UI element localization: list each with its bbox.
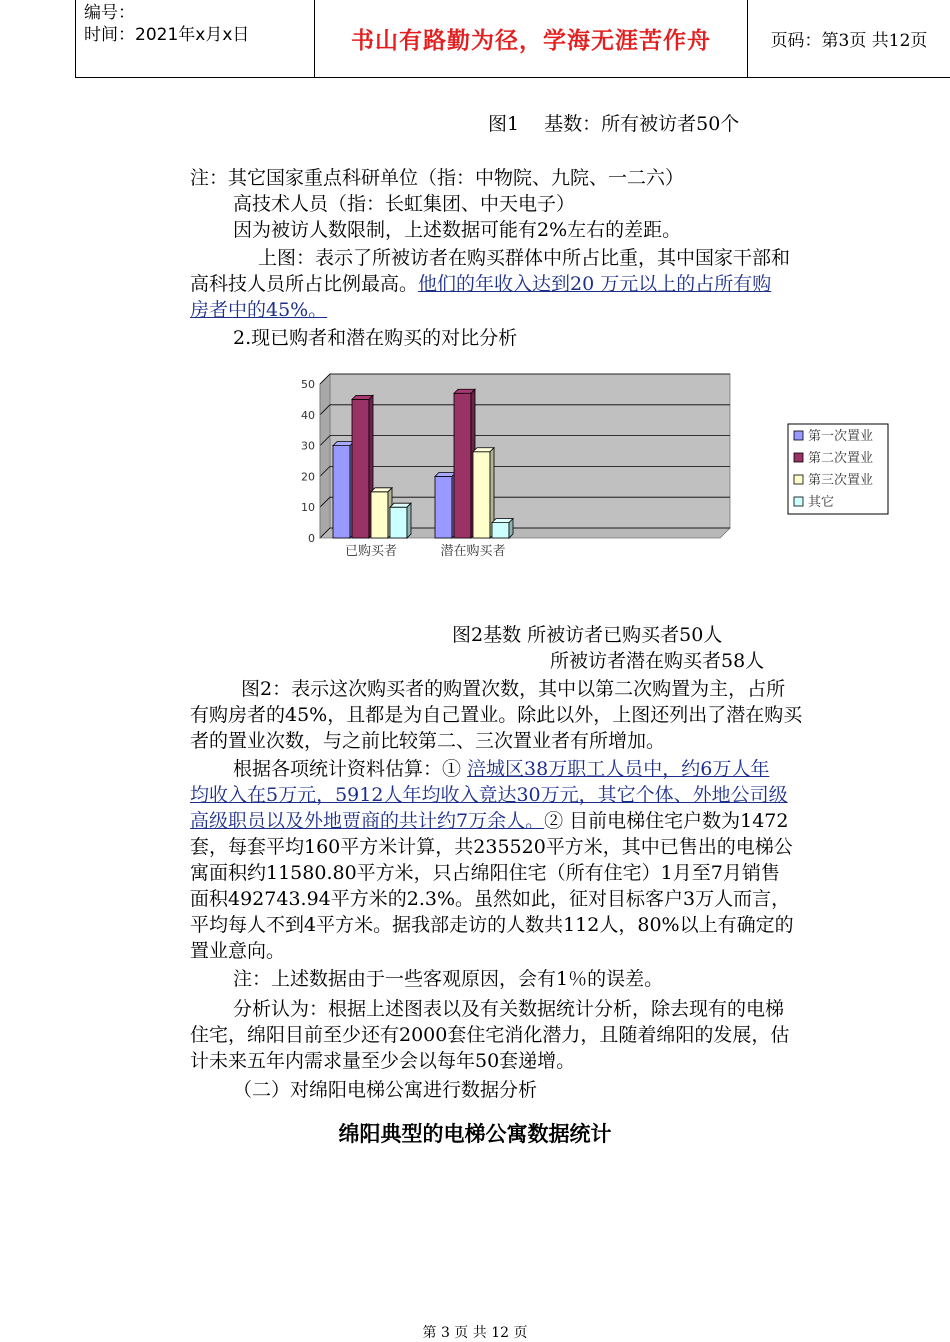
x-category-label: 潜在购买者 <box>440 544 506 559</box>
paragraph-line: 置业意向。 <box>190 940 286 962</box>
legend-label: 第一次置业 <box>808 429 874 444</box>
paragraph-line <box>233 756 769 782</box>
paragraph-text: 高科技人员所占比例最高。 <box>190 273 419 295</box>
income-link[interactable]: 他们的年收入达到20 万元以上的占所有购 <box>418 273 772 295</box>
section-heading: 2.现已购者和潜在购买的对比分析 <box>233 327 518 349</box>
legend-label: 其它 <box>808 495 835 510</box>
paragraph-line: 分析认为：根据上述图表以及有关数据统计分析，除去现有的电梯 <box>233 998 785 1020</box>
header-motto: 书山有路勤为径，学海无涯苦作舟 <box>315 0 748 78</box>
table-title: 绵阳典型的电梯公寓数据统计 <box>338 1122 612 1146</box>
legend-swatch <box>794 453 803 462</box>
note-line: 因为被访人数限制，上述数据可能有2%左右的差距。 <box>233 219 682 241</box>
figure2-caption-line: 所被访者潜在购买者58人 <box>550 650 765 672</box>
page-header <box>75 0 950 78</box>
y-tick-label: 50 <box>301 378 315 391</box>
header-page-number: 页码：第3页 共12页 <box>748 0 950 78</box>
paragraph-line: 寓面积约11580.80平方米，只占绵阳住宅（所有住宅）1月至7月销售 <box>190 862 780 884</box>
bar <box>454 393 471 538</box>
statistics-link[interactable]: 高级职员以及外地贾商的共计约7万余人。 <box>190 810 545 832</box>
paragraph-text: 根据各项统计资料估算：① <box>233 758 468 780</box>
note-line: 高技术人员（指：长虹集团、中天电子） <box>233 193 576 215</box>
paragraph-line: 计未来五年内需求量至少会以每年50套递增。 <box>190 1050 576 1072</box>
header-info-cell <box>76 0 315 78</box>
bar <box>435 476 452 538</box>
paragraph-line: 套，每套平均160平方米计算，共235520平方米，其中已售出的电梯公 <box>190 836 793 858</box>
bar <box>333 446 350 538</box>
y-tick-label: 20 <box>301 470 315 484</box>
date-label: 时间：2021年x月x日 <box>84 25 250 45</box>
statistics-link[interactable]: 涪城区38万职工人员中，约6万人年 <box>467 758 770 780</box>
figure2-caption <box>452 622 764 674</box>
chart-side-wall <box>320 374 330 538</box>
legend-label: 第三次置业 <box>808 473 874 488</box>
paragraph-line: 住宅，绵阳目前至少还有2000套住宅消化潜力，且随着绵阳的发展，估 <box>190 1024 790 1046</box>
legend-swatch <box>794 497 803 506</box>
bar-side <box>509 519 513 538</box>
bar <box>390 507 407 538</box>
paragraph-line: 有购房者的45%，且都是为自己置业。除此以外，上图还列出了潜在购买 <box>190 704 803 726</box>
paragraph-line: 平均每人不到4平方米。据我部走访的人数共112人，80%以上有确定的 <box>190 914 794 936</box>
x-category-label: 已购买者 <box>344 544 398 559</box>
paragraph-line: 上图：表示了所被访者在购买群体中所占比重，其中国家干部和 <box>258 247 791 269</box>
paragraph-text: ② 目前电梯住宅户数为1472 <box>544 810 789 832</box>
bar <box>492 523 509 538</box>
section-heading: （二）对绵阳电梯公寓进行数据分析 <box>233 1079 538 1101</box>
paragraph-line <box>190 271 771 297</box>
paragraph-line: 图2：表示这次购买者的购置次数，其中以第二次购置为主，占所 <box>241 678 786 700</box>
page-footer: 第 3 页 共 12 页 <box>422 1325 528 1341</box>
figure2-caption-line: 图2基数 所被访者已购买者50人 <box>452 624 723 646</box>
paragraph-line <box>190 297 327 323</box>
statistics-link[interactable]: 均收入在5万元，5912人年均收入竟达30万元，其它个体、外地公司级 <box>190 784 788 806</box>
figure1-caption: 图1 基数：所有被访者50个 <box>488 113 740 135</box>
income-link[interactable]: 房者中的45%。 <box>190 299 328 321</box>
y-tick-label: 0 <box>308 532 315 545</box>
error-note: 注：上述数据由于一些客观原因，会有1％的误差。 <box>233 968 664 990</box>
bar <box>352 399 369 538</box>
bar <box>371 492 388 538</box>
bar-side <box>407 503 411 538</box>
y-tick-label: 40 <box>301 408 315 422</box>
serial-number-label: 编号： <box>84 3 135 23</box>
note-line: 注：其它国家重点科研单位（指：中物院、九院、一二六） <box>190 167 685 189</box>
paragraph-line: 面积492743.94平方米的2.3%。虽然如此，征对目标客户3万人而言， <box>190 888 791 910</box>
legend-swatch <box>794 475 803 484</box>
buyers-bar-chart <box>290 372 900 572</box>
legend-swatch <box>794 431 803 440</box>
legend-label: 第二次置业 <box>808 451 874 466</box>
y-tick-label: 10 <box>301 501 315 515</box>
paragraph-line: 者的置业次数，与之前比较第二、三次置业者有所增加。 <box>190 730 666 752</box>
paragraph-line <box>190 808 789 834</box>
paragraph-line <box>190 782 788 808</box>
bar <box>473 452 490 538</box>
y-tick-label: 30 <box>301 439 315 453</box>
